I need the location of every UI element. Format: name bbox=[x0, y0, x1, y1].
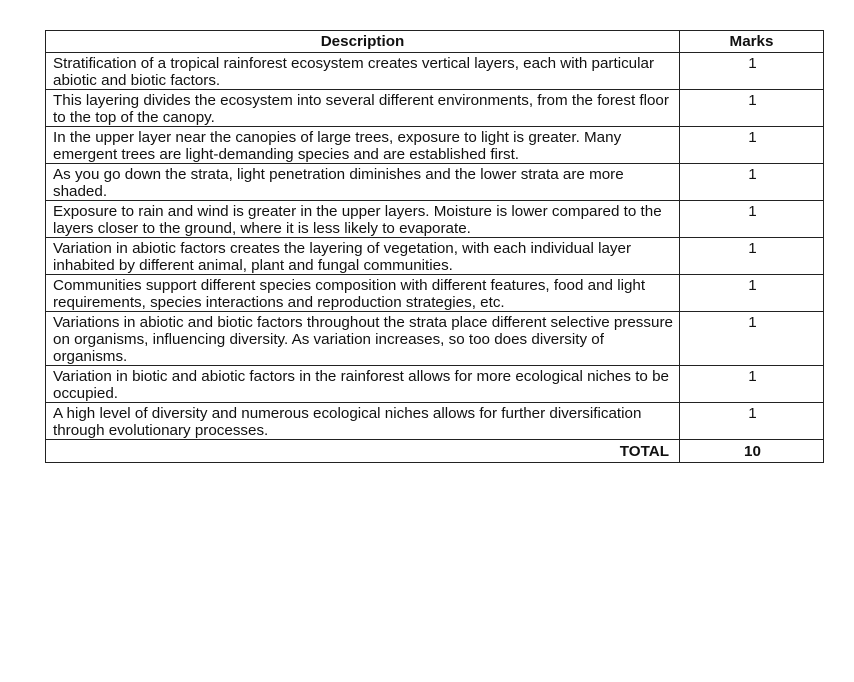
row-marks: 1 bbox=[680, 366, 824, 403]
row-description: Variation in abiotic factors creates the layering of vegetation, with each individual layer inhabited by different animal, plant and fungal communities. bbox=[46, 238, 680, 275]
total-value: 10 bbox=[680, 440, 824, 463]
table-row bbox=[46, 127, 824, 164]
row-marks: 1 bbox=[680, 90, 824, 127]
table-row bbox=[46, 403, 824, 440]
row-description: Stratification of a tropical rainforest ecosystem creates vertical layers, each with particular abiotic and biotic factors. bbox=[46, 53, 680, 90]
total-row bbox=[46, 440, 824, 463]
row-description: Communities support different species composition with different features, food and light requirements, species interactions and reproduction strategies, etc. bbox=[46, 275, 680, 312]
row-description: Variations in abiotic and biotic factors throughout the strata place different selective pressure on organisms, influencing diversity. As variation increases, so too does diversity of organisms. bbox=[46, 312, 680, 366]
table-row bbox=[46, 275, 824, 312]
header-marks: Marks bbox=[680, 31, 824, 53]
header-description: Description bbox=[46, 31, 680, 53]
row-marks: 1 bbox=[680, 53, 824, 90]
row-description: A high level of diversity and numerous ecological niches allows for further diversification through evolutionary processes. bbox=[46, 403, 680, 440]
header-row bbox=[46, 31, 824, 53]
table-row bbox=[46, 312, 824, 366]
row-marks: 1 bbox=[680, 164, 824, 201]
row-description: Variation in biotic and abiotic factors in the rainforest allows for more ecological niches to be occupied. bbox=[46, 366, 680, 403]
total-label: TOTAL bbox=[46, 440, 680, 463]
row-marks: 1 bbox=[680, 312, 824, 366]
table-row bbox=[46, 366, 824, 403]
row-marks: 1 bbox=[680, 403, 824, 440]
row-marks: 1 bbox=[680, 201, 824, 238]
table-row bbox=[46, 238, 824, 275]
row-description: Exposure to rain and wind is greater in the upper layers. Moisture is lower compared to the layers closer to the ground, where it is less likely to evaporate. bbox=[46, 201, 680, 238]
row-marks: 1 bbox=[680, 238, 824, 275]
table-row bbox=[46, 201, 824, 238]
row-description: This layering divides the ecosystem into several different environments, from the forest floor to the top of the canopy. bbox=[46, 90, 680, 127]
table-row bbox=[46, 164, 824, 201]
marking-table bbox=[45, 30, 824, 463]
row-marks: 1 bbox=[680, 275, 824, 312]
row-description: In the upper layer near the canopies of large trees, exposure to light is greater. Many emergent trees are light-demanding species and are established first. bbox=[46, 127, 680, 164]
table-row bbox=[46, 90, 824, 127]
row-description: As you go down the strata, light penetration diminishes and the lower strata are more shaded. bbox=[46, 164, 680, 201]
row-marks: 1 bbox=[680, 127, 824, 164]
table-row bbox=[46, 53, 824, 90]
